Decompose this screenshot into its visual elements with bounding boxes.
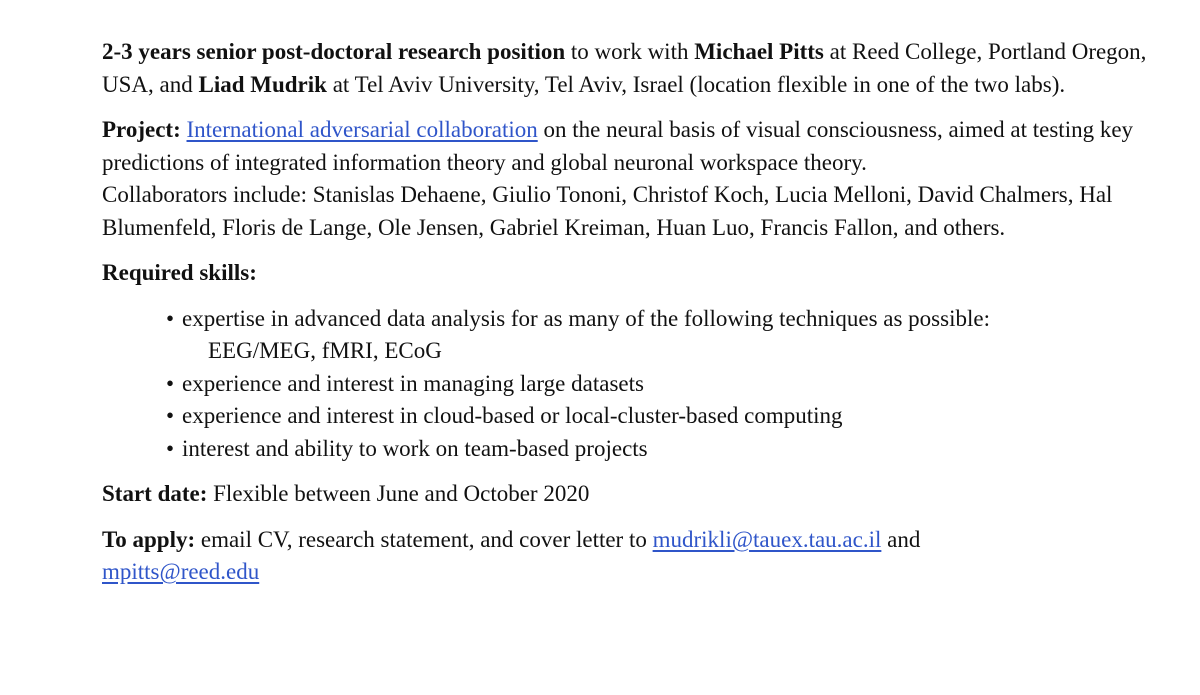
list-item xyxy=(166,400,1162,433)
skill-text: experience and interest in managing large datasets xyxy=(182,370,644,396)
bullet-icon: • xyxy=(166,435,175,461)
apply-label: To apply: xyxy=(102,526,196,552)
list-item xyxy=(166,303,1162,368)
skill-text: expertise in advanced data analysis for as many of the following techniques as possible: xyxy=(182,305,990,331)
bullet-icon: • xyxy=(166,403,175,428)
skill-text: experience and interest in cloud-based or local-cluster-based computing xyxy=(182,403,843,428)
position-title: 2-3 years senior post-doctoral research position xyxy=(102,39,566,64)
start-date-label: Start date: xyxy=(102,481,208,506)
email-link-mudrik[interactable]: mudrikli@tauex.tau.ac.il xyxy=(652,526,882,552)
pi-name-pitts: Michael Pitts xyxy=(694,39,824,64)
skill-techniques: EEG/MEG, fMRI, ECoG xyxy=(208,338,442,363)
collaborators-text: Collaborators include: Stanislas Dehaene, Giulio Tononi, Christof Koch, Lucia Melloni, David Chalmers, Hal Blumenfeld, Floris de Lange, Ole Jensen, Gabriel Kreiman, Huan Luo, Francis Fallon, and others. xyxy=(102,182,1113,240)
intro-text-1: to work with xyxy=(565,39,695,64)
skills-list xyxy=(102,303,1162,466)
project-text: on the neural basis of visual consciousness, aimed at testing key predictions of integrated information theory and global neuronal workspace theory. xyxy=(102,117,1134,175)
job-posting xyxy=(102,36,1162,589)
intro-text-2: at Reed College, Portland Oregon, USA, and xyxy=(102,39,1147,97)
project-label: Project: xyxy=(102,117,181,142)
skill-text: interest and ability to work on team-based projects xyxy=(182,435,648,461)
apply-text-1: email CV, research statement, and cover letter to xyxy=(195,526,653,552)
collaboration-link[interactable]: International adversarial collaboration xyxy=(186,117,538,142)
start-date-paragraph xyxy=(102,478,1162,511)
bullet-icon: • xyxy=(166,370,175,396)
project-paragraph xyxy=(102,114,1162,244)
intro-text-3: at Tel Aviv University, Tel Aviv, Israel (location flexible in one of the two labs). xyxy=(326,71,1066,97)
email-link-pitts[interactable]: mpitts@reed.edu xyxy=(102,559,260,584)
bullet-icon: • xyxy=(166,305,175,331)
skills-heading: Required skills: xyxy=(102,260,257,285)
pi-name-mudrik: Liad Mudrik xyxy=(198,71,327,97)
apply-text-2: and xyxy=(881,526,921,552)
intro-paragraph xyxy=(102,36,1162,101)
list-item xyxy=(166,368,1162,401)
start-date-text: Flexible between June and October 2020 xyxy=(207,481,590,506)
apply-paragraph xyxy=(102,524,1162,589)
list-item xyxy=(166,433,1162,466)
